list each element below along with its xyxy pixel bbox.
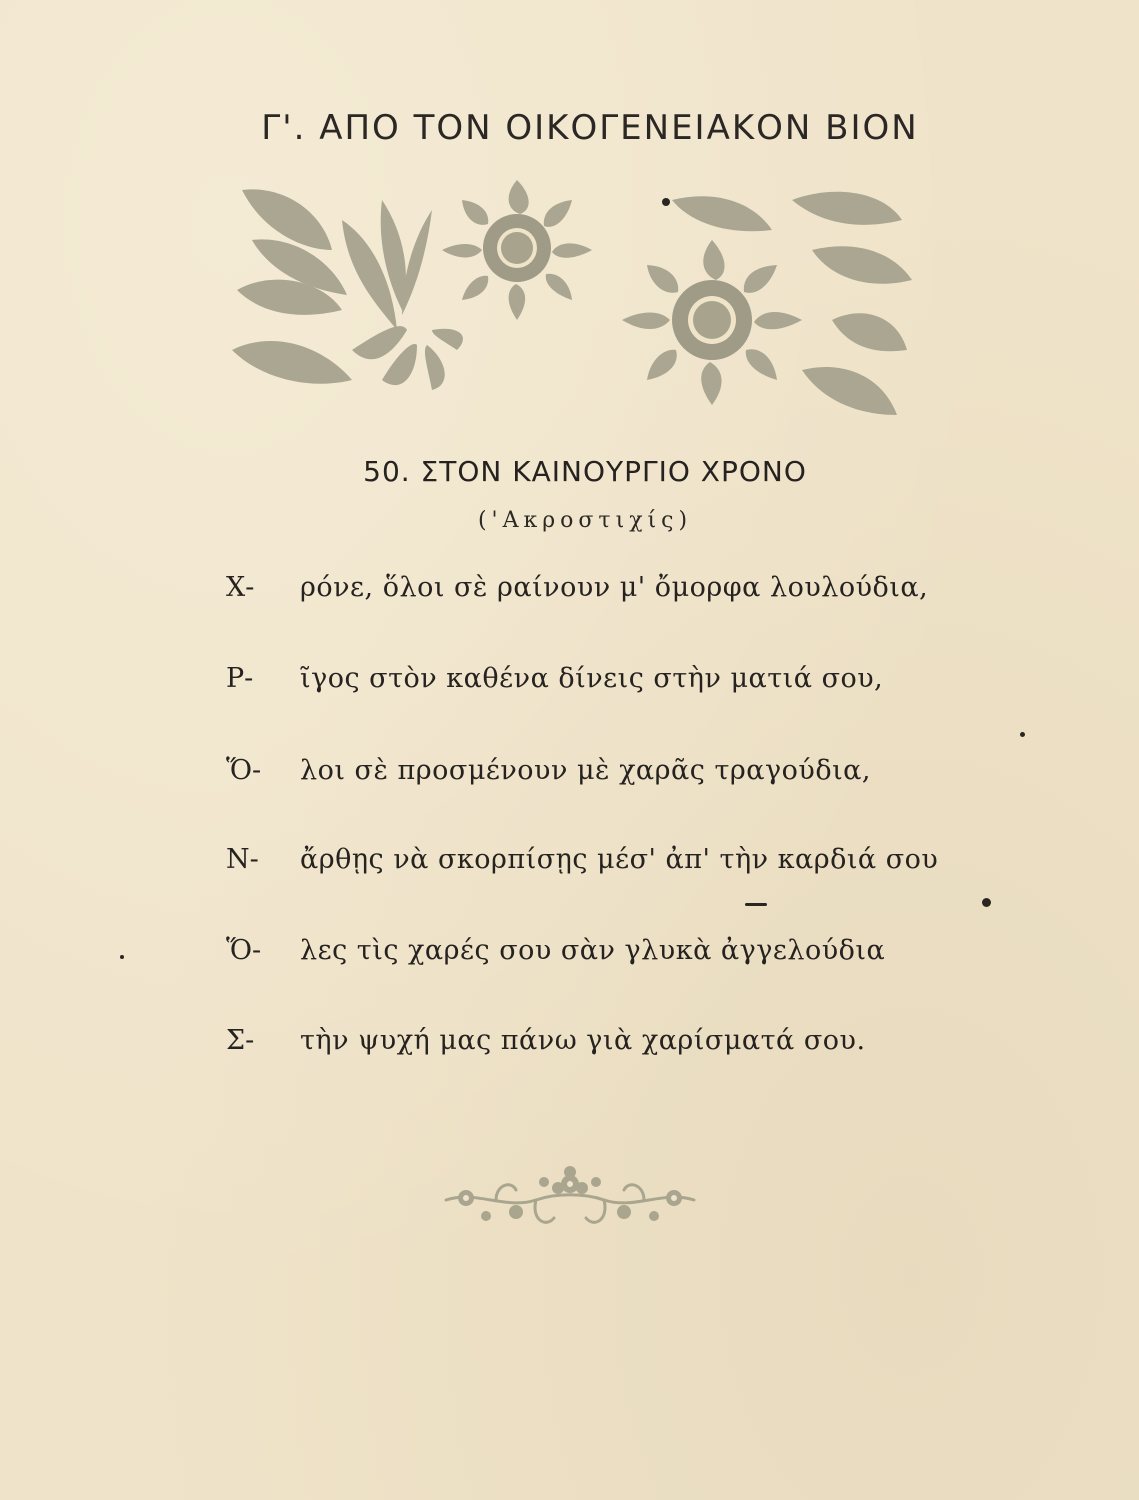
verse-line (0, 755, 1139, 805)
verse-text: τὴν ψυχή μας πάνω γιὰ χαρίσματά σου. (300, 1025, 866, 1056)
verse-line (0, 572, 1139, 622)
section-heading: Γ'. ΑΠΟ ΤΟΝ ΟΙΚΟΓΕΝΕΙΑΚΟΝ ΒΙΟΝ (261, 108, 919, 148)
acrostic-initial: Ρ- (226, 663, 254, 694)
acrostic-initial: Ὅ- (226, 755, 262, 786)
ink-speck (1020, 732, 1025, 737)
floral-vignette-ornament (436, 1160, 704, 1240)
acrostic-initial: Σ- (226, 1025, 255, 1056)
verse-text: λοι σὲ προσμένουν μὲ χαρᾶς τραγούδια, (300, 755, 871, 786)
acrostic-initial: Ν- (226, 844, 259, 875)
verse-line (0, 663, 1139, 713)
verse-line (0, 844, 1139, 894)
poem-title: 50. ΣΤΟΝ ΚΑΙΝΟΥΡΓΙΟ ΧΡΟΝΟ (363, 455, 807, 488)
verse-line (0, 1025, 1139, 1075)
verse-text: ῖγος στὸν καθένα δίνεις στὴν ματιά σου, (300, 663, 884, 694)
ink-speck (662, 198, 670, 206)
verse-text: λες τὶς χαρές σου σὰν γλυκὰ ἀγγελούδια (300, 935, 886, 966)
poem-subtitle: ('Ακροστιχίς) (477, 508, 693, 533)
ink-speck (982, 898, 991, 907)
ink-speck (745, 903, 767, 906)
verse-text: ρόνε, ὅλοι σὲ ραίνουν μ' ὄμορφα λουλούδια, (300, 572, 929, 603)
acrostic-initial: Ὅ- (226, 935, 262, 966)
acrostic-initial: Χ- (226, 572, 255, 603)
verse-line (0, 935, 1139, 985)
verse-text: ἄρθῃς νὰ σκορπίσῃς μέσ' ἀπ' τὴν καρδιά σου (300, 844, 939, 875)
floral-ornament-illustration (232, 180, 912, 425)
ink-speck (120, 955, 124, 959)
